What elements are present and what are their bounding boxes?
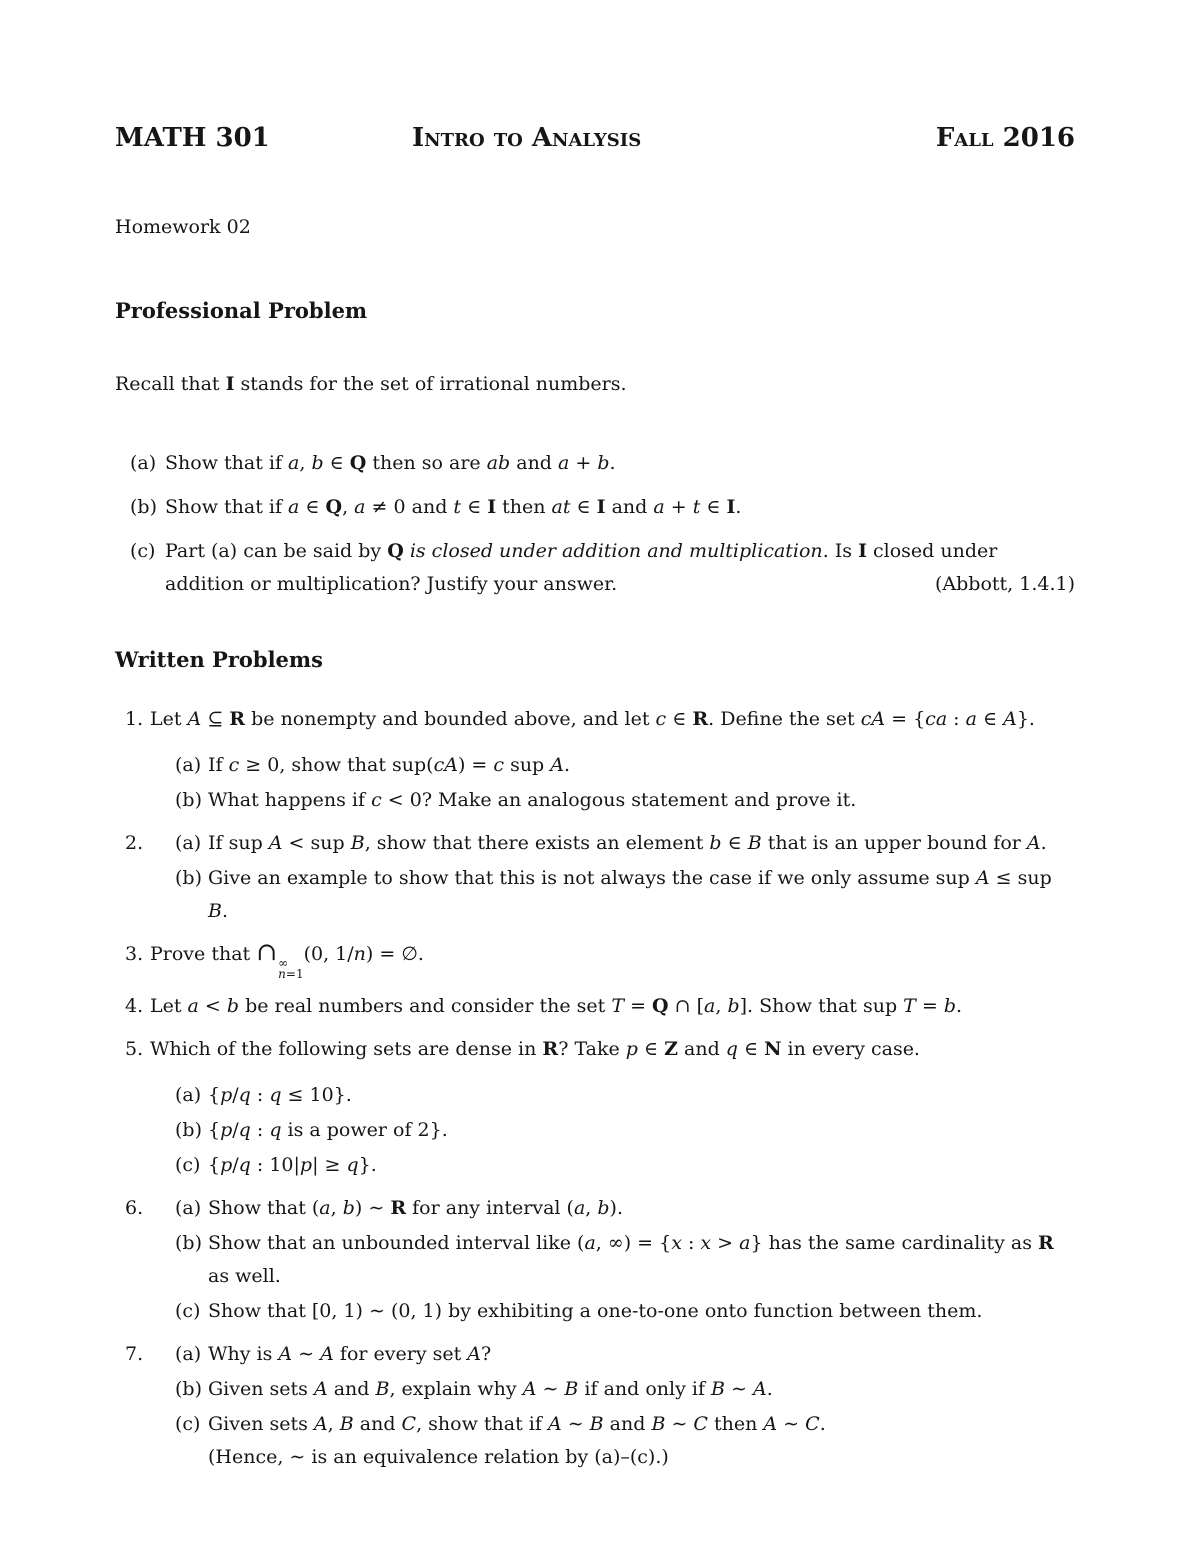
subitem-label: (a) (175, 1197, 202, 1219)
intersection-symbol: ∩ ∞ n=1 (256, 937, 304, 981)
intersection-lower-limit: n=1 (278, 967, 304, 981)
problem-number: 6. (125, 1197, 144, 1219)
subitem-row (175, 1295, 1075, 1328)
subitem-row (175, 1373, 1075, 1406)
course-title: Intro to Analysis (412, 123, 642, 153)
citation: (Abbott, 1.4.1) (934, 573, 1075, 595)
subitem-label: (b) (175, 1378, 202, 1400)
subitem-row (175, 862, 1075, 928)
problem-text (150, 938, 1075, 980)
problem-text-prefix: Prove that (150, 943, 257, 965)
item-label: (c) (130, 540, 156, 562)
subitem-text: {p/q : q ≤ 10}. (208, 1084, 352, 1106)
subitem-note: (Hence, ∼ is an equivalence relation by (a)–(c).) (208, 1446, 669, 1468)
problem-5 (125, 1033, 1075, 1182)
subitem-label: (c) (175, 1300, 201, 1322)
list-item-b (130, 491, 1075, 524)
subitem-label: (b) (175, 789, 202, 811)
item-text-content: Part (a) can be said by Q is closed under addition and multiplication. Is I closed under addition or multiplication? Justify your answer. (165, 540, 998, 595)
subitem-text: What happens if c < 0? Make an analogous statement and prove it. (208, 789, 857, 811)
course-code: MATH 301 (115, 123, 270, 153)
problem-4 (125, 990, 1075, 1023)
problem-text-suffix: (0, 1/n) = ∅. (303, 943, 424, 965)
subitem-text: Give an example to show that this is not always the case if we only assume sup A ≤ sup B. (208, 867, 1052, 922)
subitem-label: (c) (175, 1154, 201, 1176)
item-text (165, 535, 1075, 601)
subitem-text: Why is A ∼ A for every set A? (208, 1343, 492, 1365)
subitem-row (175, 1408, 1075, 1474)
subitem-row (175, 1079, 1075, 1112)
problem-number: 1. (125, 708, 144, 730)
written-problems-section (115, 646, 1075, 1474)
list-item-a (130, 447, 1075, 480)
subitem-row (175, 1149, 1075, 1182)
subitem-row (175, 784, 1075, 817)
item-label: (b) (130, 496, 157, 518)
subitem-text: Given sets A and B, explain why A ∼ B if and only if B ∼ A. (208, 1378, 773, 1400)
subitem-label: (b) (175, 1119, 202, 1141)
written-problems-heading: Written Problems (115, 647, 323, 672)
subitem-row (175, 749, 1075, 782)
problem-6 (125, 1192, 1075, 1328)
subitem-row (175, 1192, 1075, 1225)
subitem-label: (b) (175, 867, 202, 889)
subitem-text: {p/q : 10|p| ≥ q}. (208, 1154, 377, 1176)
subitem-text-content: Given sets A, B and C, show that if A ∼ B and B ∼ C then A ∼ C. (208, 1413, 826, 1435)
intro-paragraph: Recall that I stands for the set of irrational numbers. (115, 373, 627, 395)
item-text: Show that if a, b ∈ Q then so are ab and a + b. (165, 452, 616, 474)
problem-2 (125, 827, 1075, 928)
subitem-text: Show that an unbounded interval like (a, ∞) = {x : x > a} has the same cardinality as R as well. (208, 1232, 1054, 1287)
problem-number: 5. (125, 1038, 144, 1060)
subitem-label: (a) (175, 754, 202, 776)
subitem-text: If sup A < sup B, show that there exists an element b ∈ B that is an upper bound for A. (208, 832, 1047, 854)
problem-number: 3. (125, 943, 144, 965)
subitem-row (175, 1338, 1075, 1371)
subitem-row (175, 1114, 1075, 1147)
subitem-text: If c ≥ 0, show that sup(cA) = c sup A. (208, 754, 571, 776)
problem-number: 4. (125, 995, 144, 1017)
term-label: Fall 2016 (935, 123, 1075, 153)
problem-text: Which of the following sets are dense in R? Take p ∈ Z and q ∈ N in every case. (150, 1038, 920, 1060)
list-item-c (130, 535, 1075, 601)
subitem-text: {p/q : q is a power of 2}. (208, 1119, 448, 1141)
problem-3 (125, 938, 1075, 980)
problem-text: Let a < b be real numbers and consider the set T = Q ∩ [a, b]. Show that sup T = b. (150, 995, 963, 1017)
item-text: Show that if a ∈ Q, a ≠ 0 and t ∈ I then at ∈ I and a + t ∈ I. (165, 496, 742, 518)
subitem-text: Show that (a, b) ∼ R for any interval (a, b). (208, 1197, 623, 1219)
item-label: (a) (130, 452, 157, 474)
subitem-label: (a) (175, 1084, 202, 1106)
page-header (115, 122, 1075, 154)
subitem-label: (c) (175, 1413, 201, 1435)
subitem-label: (b) (175, 1232, 202, 1254)
problem-7 (125, 1338, 1075, 1474)
subitem-text: Show that [0, 1) ∼ (0, 1) by exhibiting a one-to-one onto function between them. (208, 1300, 983, 1322)
subitem-text (208, 1408, 1075, 1474)
homework-label: Homework 02 (115, 216, 251, 238)
problem-number: 7. (125, 1343, 144, 1365)
problem-text: Let A ⊆ R be nonempty and bounded above, and let c ∈ R. Define the set cA = {ca : a ∈ A}. (150, 708, 1035, 730)
subitem-label: (a) (175, 832, 202, 854)
professional-problem-section (115, 297, 1075, 601)
professional-problem-heading: Professional Problem (115, 298, 368, 323)
subitem-label: (a) (175, 1343, 202, 1365)
intersection-upper-limit: ∞ (278, 956, 289, 970)
subitem-row (175, 827, 1075, 860)
problem-number: 2. (125, 832, 144, 854)
subitem-row (175, 1227, 1075, 1293)
problem-1 (125, 703, 1075, 817)
